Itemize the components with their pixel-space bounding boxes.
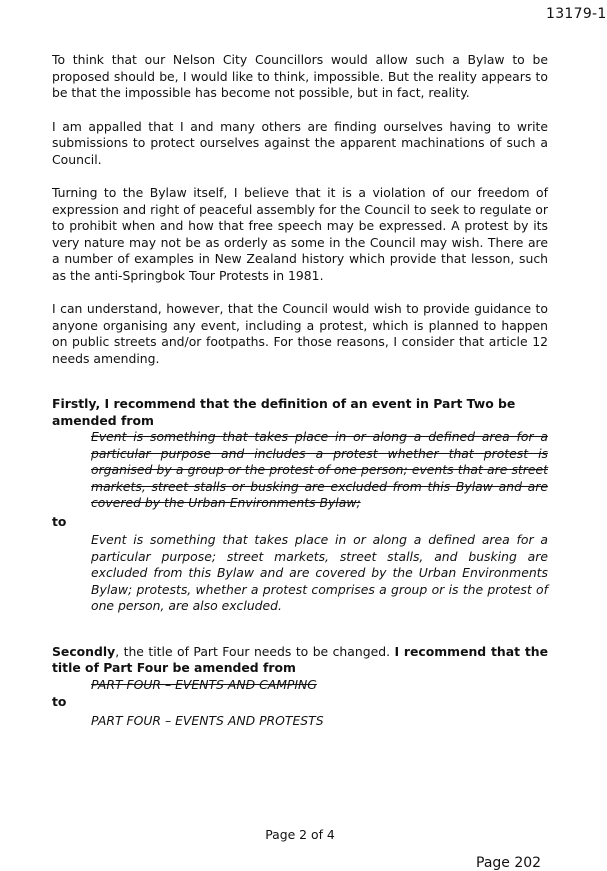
recommendation-two-text: I recommend that the title of Part Four be amended from [52, 643, 548, 675]
recommendation-two-lead: Secondly [52, 643, 116, 659]
paragraph-guidance: I can understand, however, that the Council would wish to provide guidance to anyone organising any event, including a protest, which is planned to happen on public streets and/or footpaths. For those reasons, I consider that article 12 needs amending. [52, 301, 548, 366]
to-label-two: to [52, 694, 67, 709]
new-event-definition: Event is something that takes place in or along a defined area for a particular purpose; street markets, street stalls, and busking are excluded from this Bylaw and are covered by the Urban Environments Bylaw; protests, whether a protest comprises a group or is the protest of one person, are also excluded. [91, 532, 548, 613]
document-id: 13179-1 [546, 6, 607, 22]
page-reference: Page 202 [476, 855, 542, 871]
recommendation-two-middle: , the title of Part Four needs to be changed. [115, 643, 395, 659]
recommendation-one-text: I recommend that the definition of an event in Part Two be amended from [52, 396, 516, 428]
paragraph-bylaw-violation: Turning to the Bylaw itself, I believe that it is a violation of our freedom of expression and right of peaceful assembly for the Council to seek to regulate or to prohibit when and how that free speech may be expressed. A protest by its very nature may not be as orderly as some in the Council may wish. There are a number of examples in New Zealand history which provide that lesson, such as the anti-Springbok Tour Protests in 1981. [52, 185, 548, 283]
page-number: Page 2 of 4 [265, 827, 335, 842]
recommendation-one-heading [52, 396, 548, 429]
document-body [52, 52, 548, 729]
paragraph-appalled: I am appalled that I and many others are finding ourselves having to write submissions to protect ourselves against the apparent machinations of such a Council. [52, 118, 548, 167]
old-event-definition: Event is something that takes place in or along a defined area for a particular purpose and includes a protest whether that protest is organised by a group or the protest of one person; events that are street markets, street stalls or busking are excluded from this Bylaw and are covered by the Urban Environments Bylaw; [91, 429, 548, 510]
recommendation-one-lead: Firstly [52, 396, 96, 411]
old-part-four-title: PART FOUR – EVENTS AND CAMPING [91, 676, 317, 692]
paragraph-intro: To think that our Nelson City Councillors would allow such a Bylaw to be proposed should be, I would like to think, impossible. But the reality appears to be that the impossible has become not possible, but in fact, reality. [52, 52, 548, 100]
to-label-one: to [52, 513, 67, 529]
new-part-four-title: PART FOUR – EVENTS AND PROTESTS [91, 712, 324, 728]
recommendation-one-separator: , [95, 396, 105, 411]
recommendation-two-heading [52, 644, 548, 677]
